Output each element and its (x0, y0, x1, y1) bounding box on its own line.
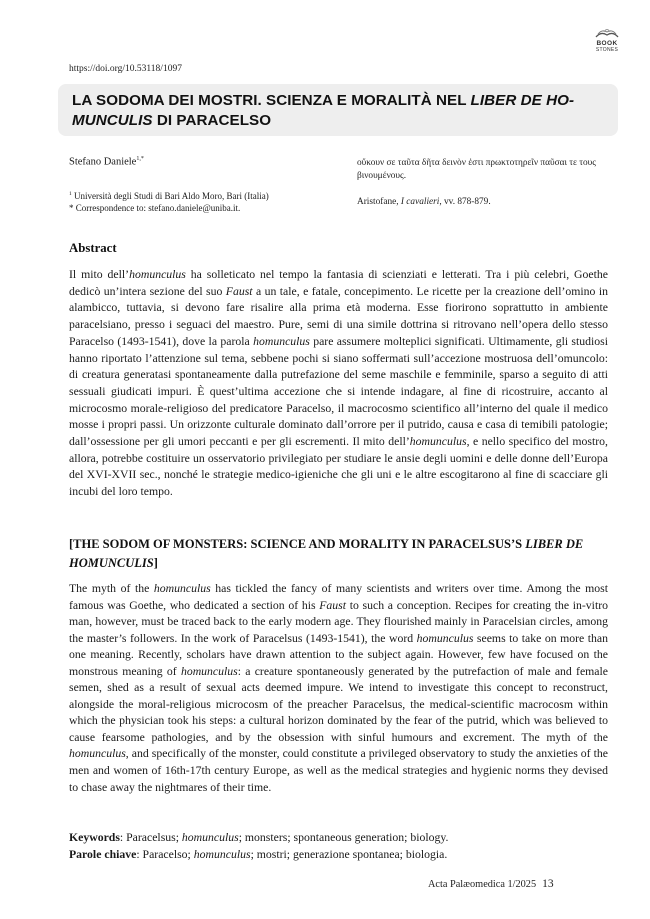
affiliation-2 (69, 203, 269, 215)
title-italic: LIBER DE HO-MUNCULIS (72, 92, 575, 129)
italic-term: homunculus (193, 847, 251, 861)
affiliation-1 (69, 189, 269, 203)
text-run: ha solleticato nel tempo la fantasia di scienziati e letterati. Tra i più celebri, Goethe dedicò un’intera sezione del suo (69, 268, 608, 298)
affiliation-mark: 1 (69, 191, 72, 197)
title-prefix: LA SODOMA DEI MOSTRI. SCIENZA E MORALITÀ NEL (72, 92, 471, 109)
text-run: pare assumere molteplici significati. Ultimamente, gli studiosi hanno riportato l’attenzione sul tema, sebbene pochi si siano soffermati sull’accezione mostruosa dell’omuncolo: di creatura generatasi spontaneamente dalla putrefazione del seme maschile e femminile, sparso a seguito di atti sessuali giudicati impuri. È quest’ultima accezione che si intende indagare, al fine di ricostruire, accanto al microcosmo morale-religioso del predicatore Paracelso, il macrocosmo scientifico all’interno del quale il medico mosse i propri passi. Un orizzonte culturale dominato dall’orrore per il putrido, causa e casa di temibili patologie; dall’ossessione per gli umori peccanti e per gli escrementi. Il mito dell’ (69, 334, 608, 449)
english-heading-italic: LIBER DE HOMUNCULIS (69, 537, 584, 570)
text-run: : a creature spontaneously generated by the putrefaction of male and female semen, shed as a result of sexual acts deemed impure. We intend to investigate this concept to reconstruct, alongside the moral-religious microcosm of the preacher Paracelsus, the medical-scientific macrocosm within which the physician took his steps: a cultural horizon dominated by the fear of the putrid, which was believed to cause fearsome pathologies, and by the obsession with sinful humours and excrement. The myth of the (69, 664, 608, 744)
italic-term: homunculus (181, 831, 239, 844)
text-run: The myth of the (69, 582, 154, 595)
epigraph-source (357, 197, 491, 207)
title-suffix: DI PARACELSO (152, 111, 272, 129)
italic-term: homunculus (69, 747, 126, 761)
english-heading-suffix: ] (153, 555, 158, 570)
abstract-heading: Abstract (69, 241, 117, 255)
author-line (69, 156, 144, 168)
italic-term: homunculus (180, 664, 238, 678)
publisher-logo (587, 26, 627, 53)
keywords-values (120, 831, 449, 844)
parole-chiave-label: Parole chiave (69, 847, 137, 861)
keywords-label: Keywords (69, 831, 120, 844)
page-number: 13 (542, 878, 554, 890)
epigraph-source-title: I cavalieri (400, 197, 440, 207)
text-run: , and specifically of the monster, could constitute a privileged observatory to study the anxieties of the men and women of 16th-17th century Europe, as well as the medical strategies and hygienic norms they devised to chase away the nightmares of their time. (69, 747, 608, 794)
italic-term: Faust (225, 284, 253, 298)
italic-term: homunculus (416, 631, 474, 645)
epigraph-source-verses: , vv. 878-879. (439, 197, 491, 207)
correspondence-text[interactable]: Correspondence to: stefano.daniele@uniba.it. (75, 202, 241, 213)
italic-term: homunculus (409, 435, 467, 449)
text-run: to such a conception. Recipes for creating the in-vitro man, however, must be traced back to the early modern age. They flourished mainly in Paracelsian circles, among the master’s followers. In the work of Paracelsus (1493-1541), the word (69, 598, 608, 645)
english-title-heading (69, 535, 609, 572)
affiliations (69, 189, 269, 214)
english-abstract (69, 581, 608, 796)
text-run: a un tale, e fatale, concepimento. Le ricette per la creazione dell’omino in alambicco, tuttavia, si devono fare risalire alla prima età moderna. Esse fiorirono soprattutto in ambiente paracelsiano, presso i seguaci del maestro. Pure, semi di una simile dottrina si ritrovano nell’opera dello stesso Paracelso (1493-1541), dove la parola (69, 284, 608, 348)
text-run: , e nello specifico del mostro, allora, potrebbe costituire un osservatorio privilegiato per studiare le ansie degli uomini e delle donne dell’Europa del XVI-XVII sec., nonché le strategie medico-igieniche che gli uni e le altre escogitarono al fine di scacciare gli incubi del loro tempo. (69, 435, 608, 499)
logo-text-line2: STONES (595, 47, 619, 53)
italic-term: Faust (319, 598, 347, 612)
italian-abstract (69, 267, 608, 501)
keywords-block (69, 830, 448, 863)
italic-term: homunculus (153, 582, 211, 595)
text-run: : Paracelsus; (119, 831, 182, 844)
page-footer (428, 878, 554, 890)
doi-link[interactable]: https://doi.org/10.53118/1097 (69, 64, 182, 74)
affiliation-mark: * (69, 202, 74, 213)
epigraph-source-author: Aristofane, (357, 197, 401, 207)
text-run: Il mito dell’ (69, 268, 130, 281)
text-run: ; monsters; spontaneous generation; biology. (238, 831, 449, 844)
affiliation-text: Università degli Studi di Bari Aldo Moro, Bari (Italia) (74, 191, 269, 201)
english-heading-prefix: [THE SODOM OF MONSTERS: SCIENCE AND MORALITY IN PARACELSUS’S (69, 537, 526, 551)
text-run: seems to take on more than one meaning. Recently, scholars have drawn attention to the subject again. However, few have focused on the monstrous meaning of (69, 631, 608, 678)
author-marks: 1,* (136, 156, 144, 162)
epigraph-text: οὔκουν σε ταῦτα δῆτα δεινὸν ἐστι πρωκτοτηρεῖν παῦσαι τε τους βινουμένους. (357, 158, 596, 181)
keywords-line (69, 830, 448, 847)
parole-chiave-line (69, 847, 448, 864)
parole-chiave-values (136, 848, 447, 861)
logo-text-line1: BOOK (596, 40, 618, 47)
journal-name: Acta Palæomedica 1/2025 (428, 879, 537, 890)
author-name: Stefano Daniele (69, 156, 137, 168)
italic-term: homunculus (253, 334, 310, 348)
text-run: has tickled the fancy of many scientists and writers over time. Among the most famous was Goethe, who dedicated a section of his (69, 582, 608, 612)
text-run: : Paracelso; (136, 847, 194, 861)
book-icon (594, 26, 620, 40)
italic-term: homunculus (129, 268, 186, 281)
text-run: ; mostri; generazione spontanea; biologia. (250, 847, 448, 861)
article-title (72, 91, 602, 130)
